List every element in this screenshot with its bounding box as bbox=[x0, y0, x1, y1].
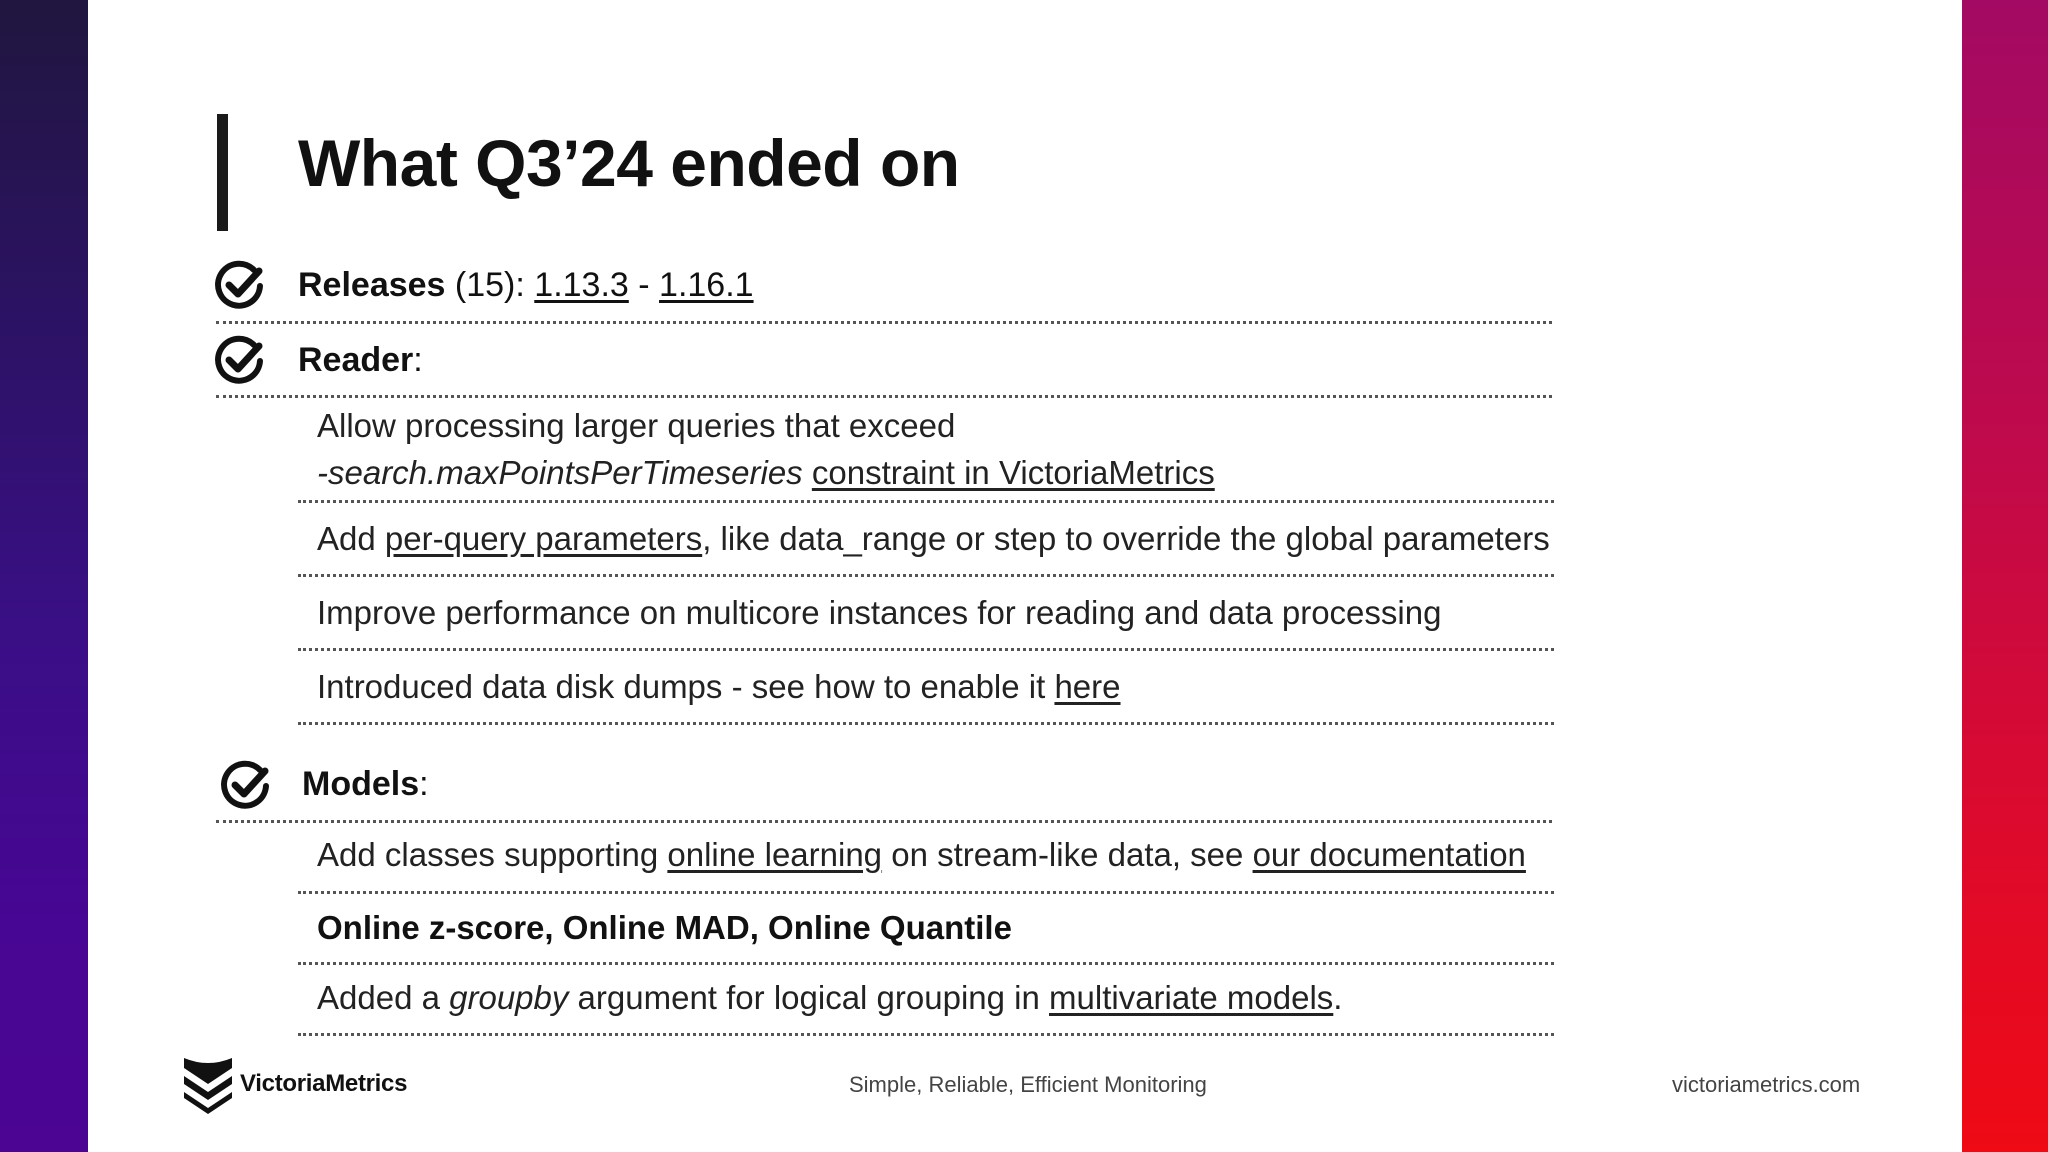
release-link-to[interactable]: 1.16.1 bbox=[659, 266, 754, 304]
divider bbox=[216, 820, 1552, 823]
models-item-3-link[interactable]: multivariate models bbox=[1049, 979, 1334, 1016]
reader-item-4-link[interactable]: here bbox=[1054, 668, 1121, 705]
models-item-1 bbox=[317, 836, 1526, 874]
releases-count: (15): bbox=[445, 266, 535, 304]
reader-item-1-line2 bbox=[317, 454, 1215, 492]
reader-row bbox=[298, 341, 423, 380]
right-gradient-border bbox=[1962, 0, 2048, 1152]
check-circle-icon bbox=[214, 260, 266, 312]
reader-colon: : bbox=[413, 341, 423, 379]
title-accent-bar bbox=[217, 114, 228, 231]
reader-item-4-pre: Introduced data disk dumps - see how to enable it bbox=[317, 668, 1055, 705]
divider bbox=[298, 574, 1554, 577]
check-circle-icon bbox=[220, 760, 272, 812]
models-item-1-link2[interactable]: our documentation bbox=[1252, 836, 1526, 873]
footer-logo[interactable] bbox=[180, 1054, 407, 1114]
divider bbox=[298, 891, 1554, 894]
reader-item-2-link[interactable]: per-query parameters bbox=[384, 520, 703, 557]
divider bbox=[216, 321, 1552, 324]
reader-item-2 bbox=[317, 520, 1550, 558]
reader-item-2-pre: Add bbox=[317, 520, 385, 557]
models-item-3-mid: argument for logical grouping in bbox=[568, 979, 1050, 1016]
reader-item-3: Improve performance on multicore instances for reading and data processing bbox=[317, 594, 1442, 631]
releases-separator: - bbox=[628, 266, 660, 304]
release-link-from[interactable]: 1.13.3 bbox=[534, 266, 629, 304]
models-label: Models bbox=[302, 765, 420, 803]
reader-item-2-post: , like data_range or step to override the global parameters bbox=[702, 520, 1550, 557]
divider bbox=[298, 648, 1554, 651]
reader-item-1-line1: Allow processing larger queries that exceed bbox=[317, 407, 956, 444]
divider bbox=[216, 395, 1552, 398]
divider bbox=[298, 1033, 1554, 1036]
models-item-3-post: . bbox=[1333, 979, 1343, 1016]
footer-brand: VictoriaMetrics bbox=[240, 1070, 408, 1097]
divider bbox=[298, 722, 1554, 725]
models-item-3-italic: groupby bbox=[449, 979, 569, 1016]
left-gradient-border bbox=[0, 0, 88, 1152]
models-item-1-mid: on stream-like data, see bbox=[882, 836, 1253, 873]
reader-item-1-link[interactable]: constraint in VictoriaMetrics bbox=[811, 454, 1215, 491]
models-item-1-pre: Add classes supporting bbox=[317, 836, 668, 873]
models-item-2: Online z-score, Online MAD, Online Quantile bbox=[317, 909, 1012, 946]
divider bbox=[298, 962, 1554, 965]
models-row bbox=[302, 765, 429, 804]
slide-title: What Q3’24 ended on bbox=[298, 126, 960, 200]
reader-label: Reader bbox=[298, 341, 414, 379]
victoriametrics-logo-icon bbox=[180, 1054, 236, 1114]
models-item-1-link1[interactable]: online learning bbox=[667, 836, 883, 873]
divider bbox=[298, 500, 1554, 503]
reader-item-4 bbox=[317, 668, 1121, 706]
releases-row bbox=[298, 266, 754, 305]
reader-item-1-flag: -search.maxPointsPerTimeseries bbox=[317, 454, 803, 491]
models-item-3 bbox=[317, 979, 1342, 1017]
releases-label: Releases bbox=[298, 266, 446, 304]
check-circle-icon bbox=[214, 335, 266, 387]
footer-url[interactable]: victoriametrics.com bbox=[1672, 1072, 1861, 1097]
footer-tagline: Simple, Reliable, Efficient Monitoring bbox=[849, 1072, 1207, 1097]
models-item-3-pre: Added a bbox=[317, 979, 450, 1016]
models-colon: : bbox=[419, 765, 429, 803]
